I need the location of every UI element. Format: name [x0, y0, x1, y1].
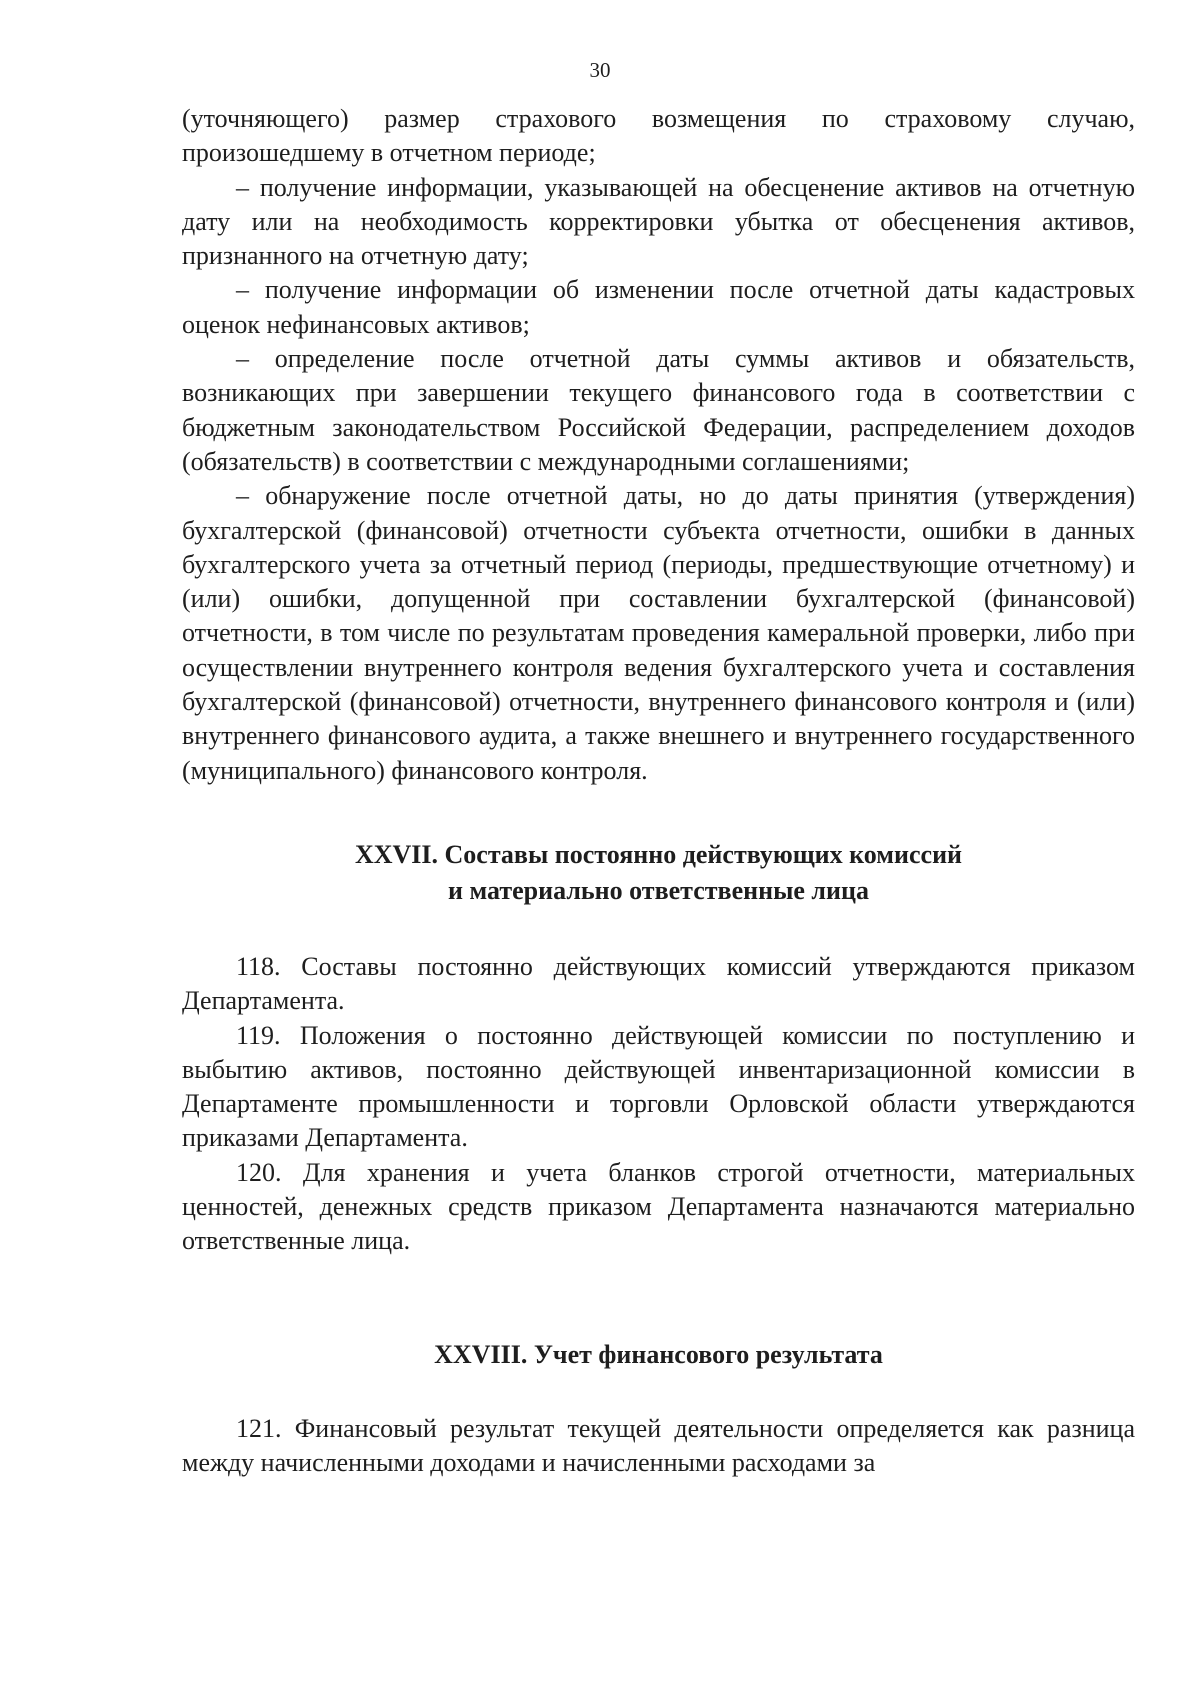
- list-item: – получение информации, указывающей на обесценение активов на отчетную дату или на необходимость корректировки убытка от обесценения активов, признанного на отчетную дату;: [182, 172, 1135, 271]
- spacer: [182, 1259, 1135, 1337]
- page-number: 30: [589, 58, 611, 82]
- paragraph: (уточняющего) размер страхового возмещения по страховому случаю, произошедшему в отчетном периоде;: [182, 104, 1135, 168]
- section-heading-28: XXVIII. Учет финансового результата: [434, 1339, 883, 1369]
- spacer: [182, 1373, 1135, 1412]
- list-item: – определение после отчетной даты суммы активов и обязательств, возникающих при завершении текущего финансового года в соответствии с бюджетным законодательством Российской Федерации, распределением доходов (обязательств) в соответствии с международными соглашениями;: [182, 344, 1135, 476]
- spacer: [182, 788, 1135, 837]
- numbered-paragraph-118: 118. Составы постоянно действующих комиссий утверждаются приказом Департамента.: [182, 951, 1135, 1016]
- list-item: – получение информации об изменении после отчетной даты кадастровых оценок нефинансовых активов;: [182, 275, 1135, 339]
- document-body: [182, 102, 1135, 1480]
- spacer: [182, 909, 1135, 950]
- section-heading-27: [182, 837, 1135, 909]
- section-heading-line: и материально ответственные лица: [448, 875, 869, 905]
- numbered-paragraph-121: 121. Финансовый результат текущей деятельности определяется как разница между начисленными доходами и начисленными расходами за: [182, 1413, 1135, 1477]
- list-item: – обнаружение после отчетной даты, но до даты принятия (утверждения) бухгалтерской (финансовой) отчетности субъекта отчетности, ошибки в данных бухгалтерского учета за отчетный период (периоды, предшествующие отчетному) и (или) ошибки, допущенной при составлении бухгалтерской (финансовой) отчетности, в том числе по результатам проведения камеральной проверки, либо при осуществлении внутреннего контроля ведения бухгалтерского учета и составления бухгалтерской (финансовой) отчетности, внутреннего финансового контроля и (или) внутреннего финансового аудита, а также внешнего и внутреннего государственного (муниципального) финансового контроля.: [182, 481, 1135, 785]
- section-heading-line: XXVII. Составы постоянно действующих комиссий: [354, 839, 963, 869]
- numbered-paragraph-119: 119. Положения о постоянно действующей комиссии по поступлению и выбытию активов, постоянно действующей инвентаризационной комиссии в Департаменте промышленности и торговли Орловской области утверждаются приказами Департамента.: [182, 1020, 1135, 1153]
- numbered-paragraph-120: 120. Для хранения и учета бланков строгой отчетности, материальных ценностей, денежных средств приказом Департамента назначаются материально ответственные лица.: [182, 1157, 1135, 1256]
